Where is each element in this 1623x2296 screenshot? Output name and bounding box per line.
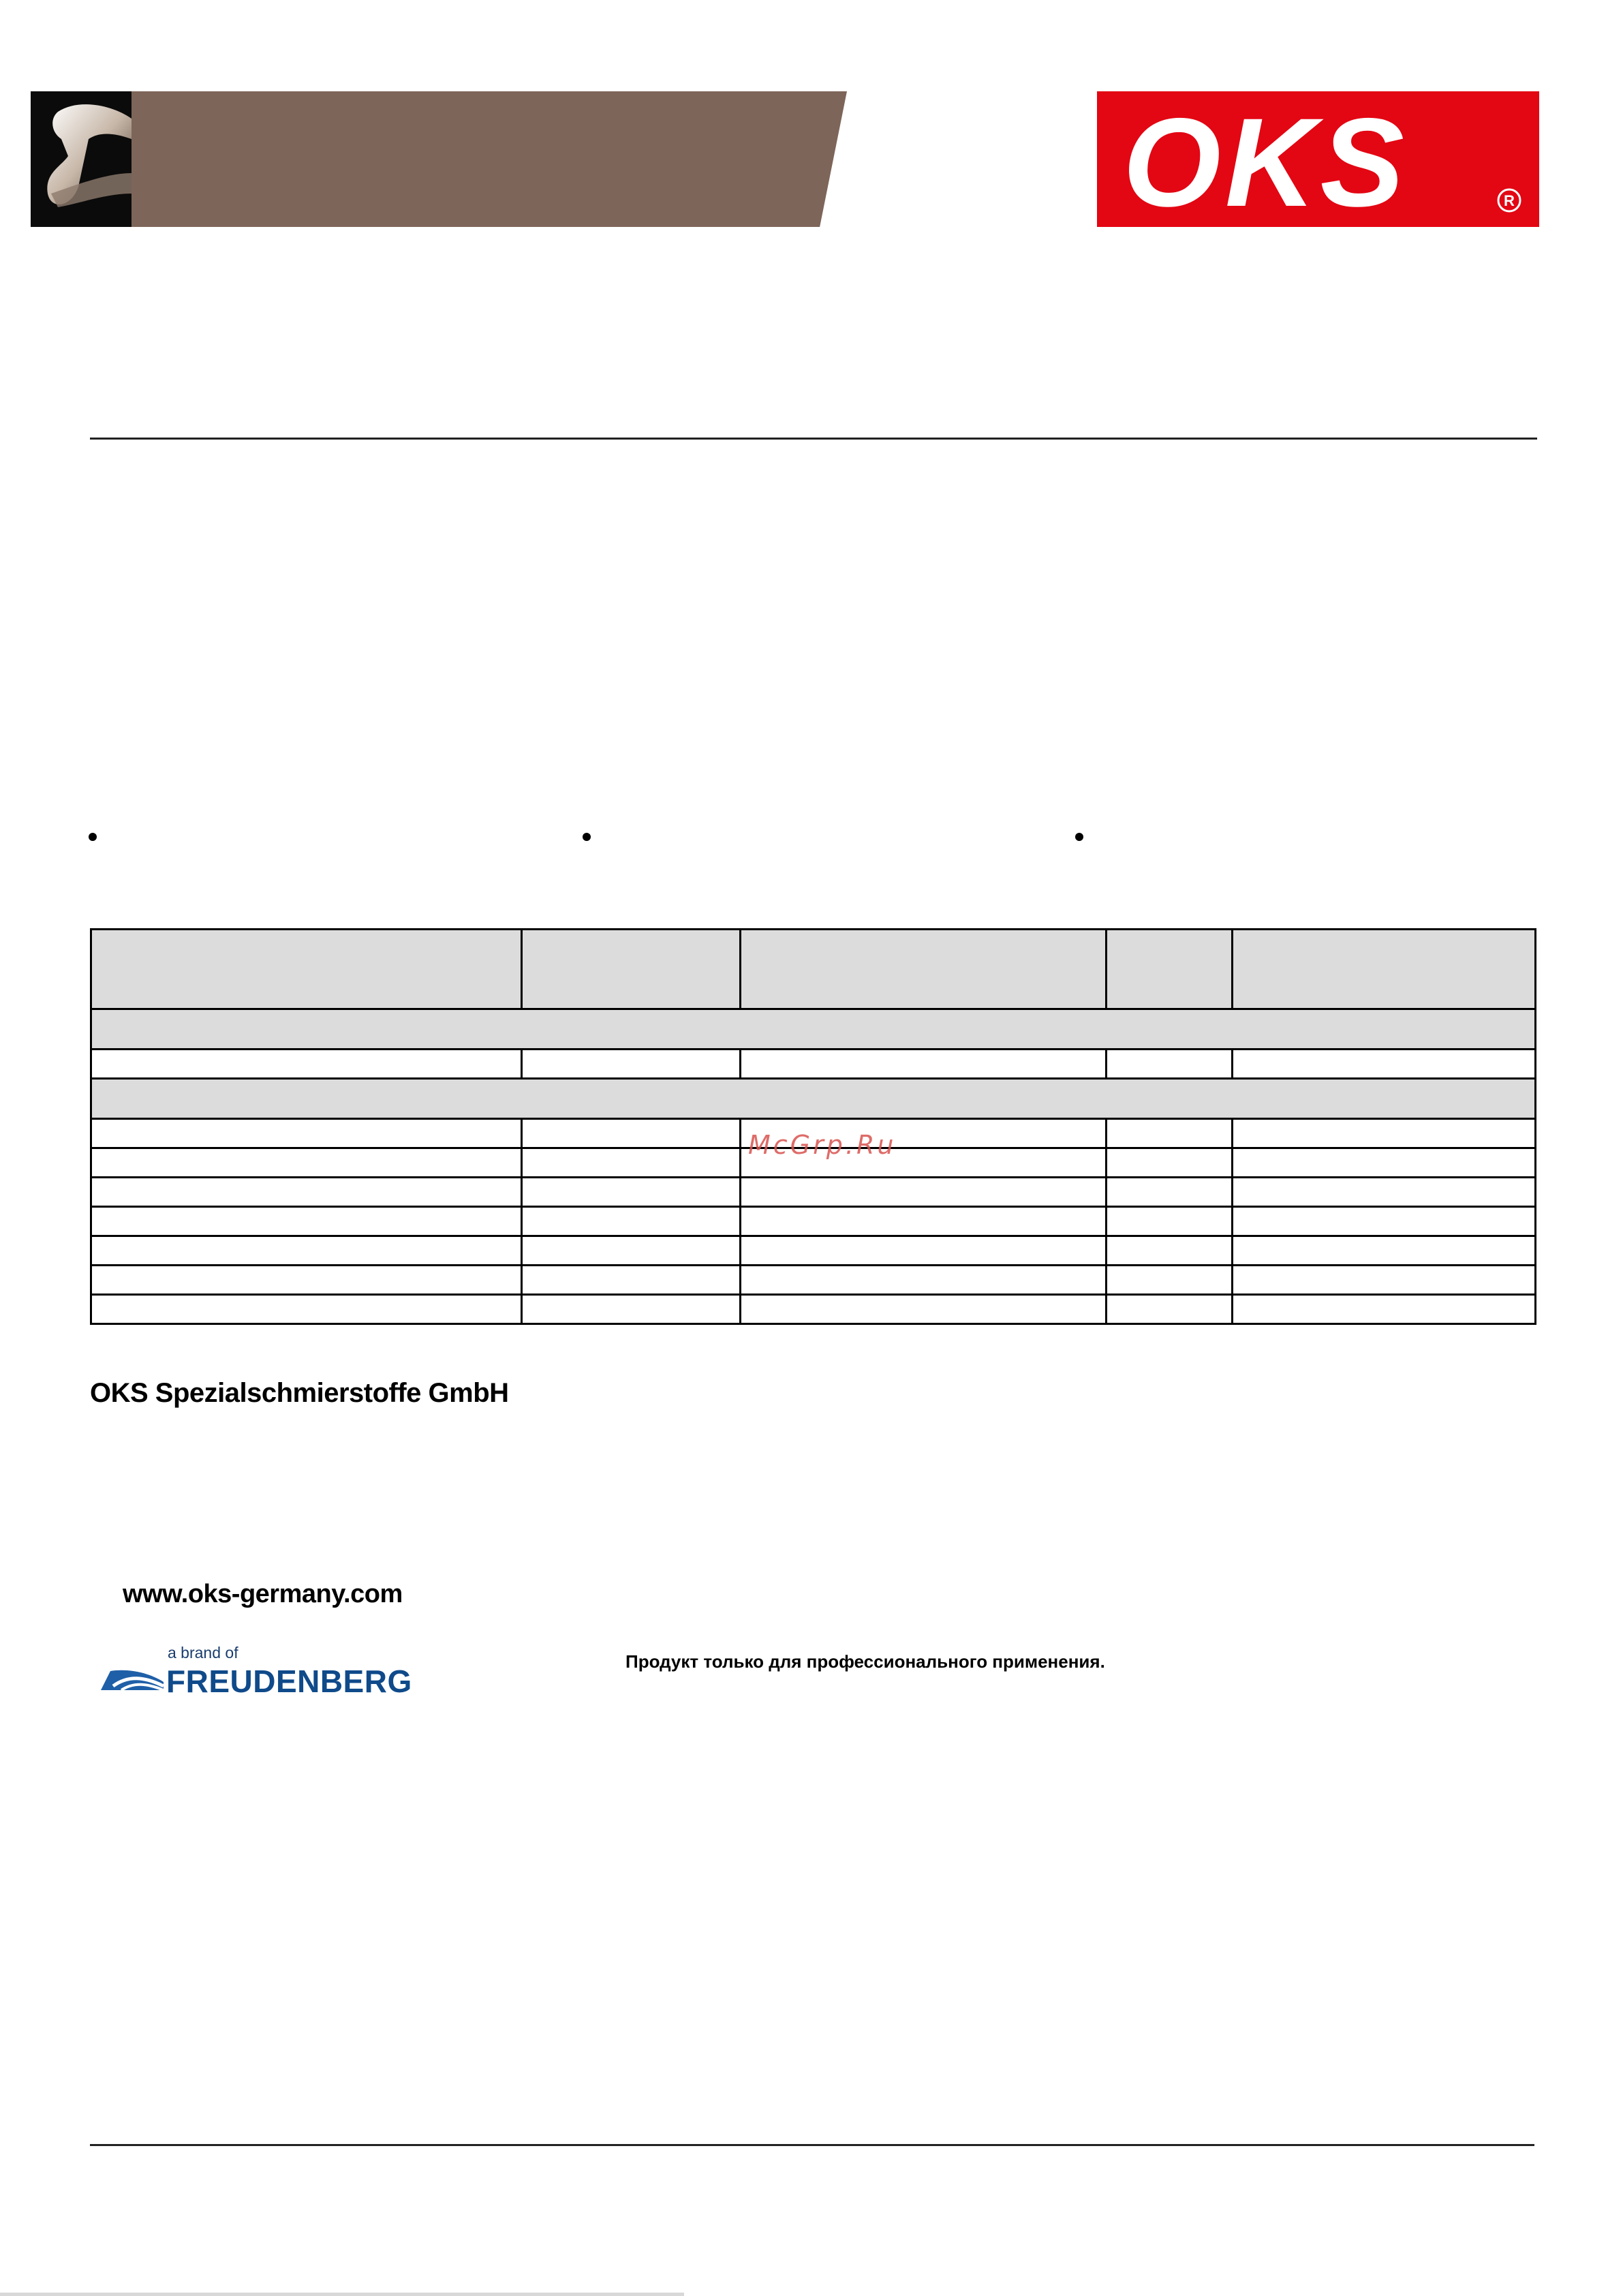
freudenberg-wordmark: FREUDENBERG	[166, 1664, 412, 1699]
oks-logo	[1097, 91, 1539, 227]
table-group-row	[91, 1079, 1536, 1119]
bullet-3	[1075, 833, 1083, 841]
table-row	[91, 1207, 1536, 1236]
bottom-divider	[90, 2144, 1534, 2146]
watermark: McGrp.Ru	[748, 1130, 897, 1160]
table-header-cell	[91, 930, 522, 1009]
freudenberg-logo-icon	[101, 1666, 164, 1696]
table-group-row	[91, 1009, 1536, 1050]
table-header-cell	[1233, 930, 1536, 1009]
registered-mark: R	[1504, 192, 1515, 209]
table-row	[91, 1266, 1536, 1295]
table-header-cell	[1107, 930, 1233, 1009]
table-row	[91, 1236, 1536, 1266]
brand-tagline: a brand of	[168, 1644, 238, 1662]
table-row	[91, 1295, 1536, 1324]
spec-table	[90, 928, 1534, 1325]
bottom-strip	[0, 2293, 684, 2296]
professional-use-note: Продукт только для профессионального применения.	[625, 1651, 1105, 1672]
bullet-1	[89, 833, 97, 841]
wrench-icon	[31, 91, 132, 227]
company-name: OKS Spezialschmierstoffe GmbH	[90, 1378, 509, 1408]
table-header-cell	[522, 930, 741, 1009]
top-divider	[90, 438, 1537, 440]
bullet-2	[583, 833, 591, 841]
table-header-row	[91, 930, 1536, 1009]
oks-logo-text: OKS	[1123, 93, 1408, 227]
table-row	[91, 1050, 1536, 1079]
table-header-cell	[741, 930, 1107, 1009]
header-photo-wrench	[31, 91, 132, 227]
website-link[interactable]: www.oks-germany.com	[123, 1580, 403, 1608]
table-row	[91, 1178, 1536, 1207]
header-band	[132, 91, 847, 227]
